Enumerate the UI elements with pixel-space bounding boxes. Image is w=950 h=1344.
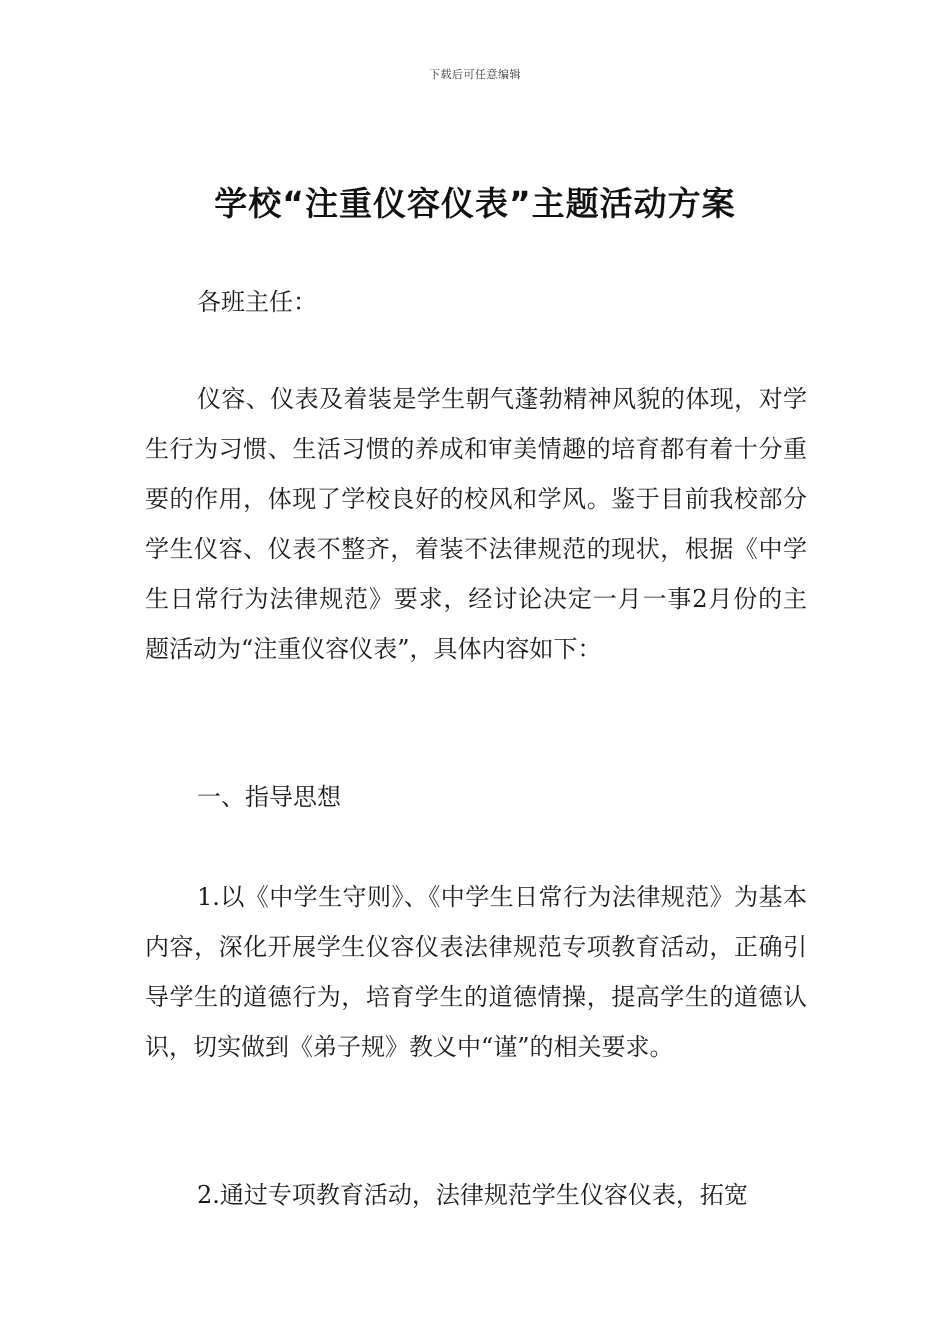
list-item-2: 2.通过专项教育活动，法律规范学生仪容仪表，拓宽: [197, 1181, 748, 1209]
header-note: 下载后可任意编辑: [429, 68, 521, 81]
document-title: 学校“注重仪容仪表”主题活动方案: [214, 184, 736, 223]
list-item-1: 1.以《中学生守则》、《中学生日常行为法律规范》为基本内容，深化开展学生仪容仪表法律规范专项教育活动，正确引导学生的道德行为，培育学生的道德情操，提高学生的道德认识，切实做到《弟子规》教义中“谨”的相关要求。: [145, 883, 807, 1061]
salutation: 各班主任：: [197, 288, 317, 316]
intro-paragraph: 仪容、仪表及着装是学生朝气蓬勃精神风貌的体现，对学生行为习惯、生活习惯的养成和审美情趣的培育都有着十分重要的作用，体现了学校良好的校风和学风。鉴于目前我校部分学生仪容、仪表不整齐，着装不法律规范的现状，根据《中学生日常行为法律规范》要求，经讨论决定一月一事2月份的主题活动为“注重仪容仪表”，具体内容如下：: [145, 385, 807, 663]
section-heading-guiding-ideology: 一、指导思想: [197, 783, 341, 811]
